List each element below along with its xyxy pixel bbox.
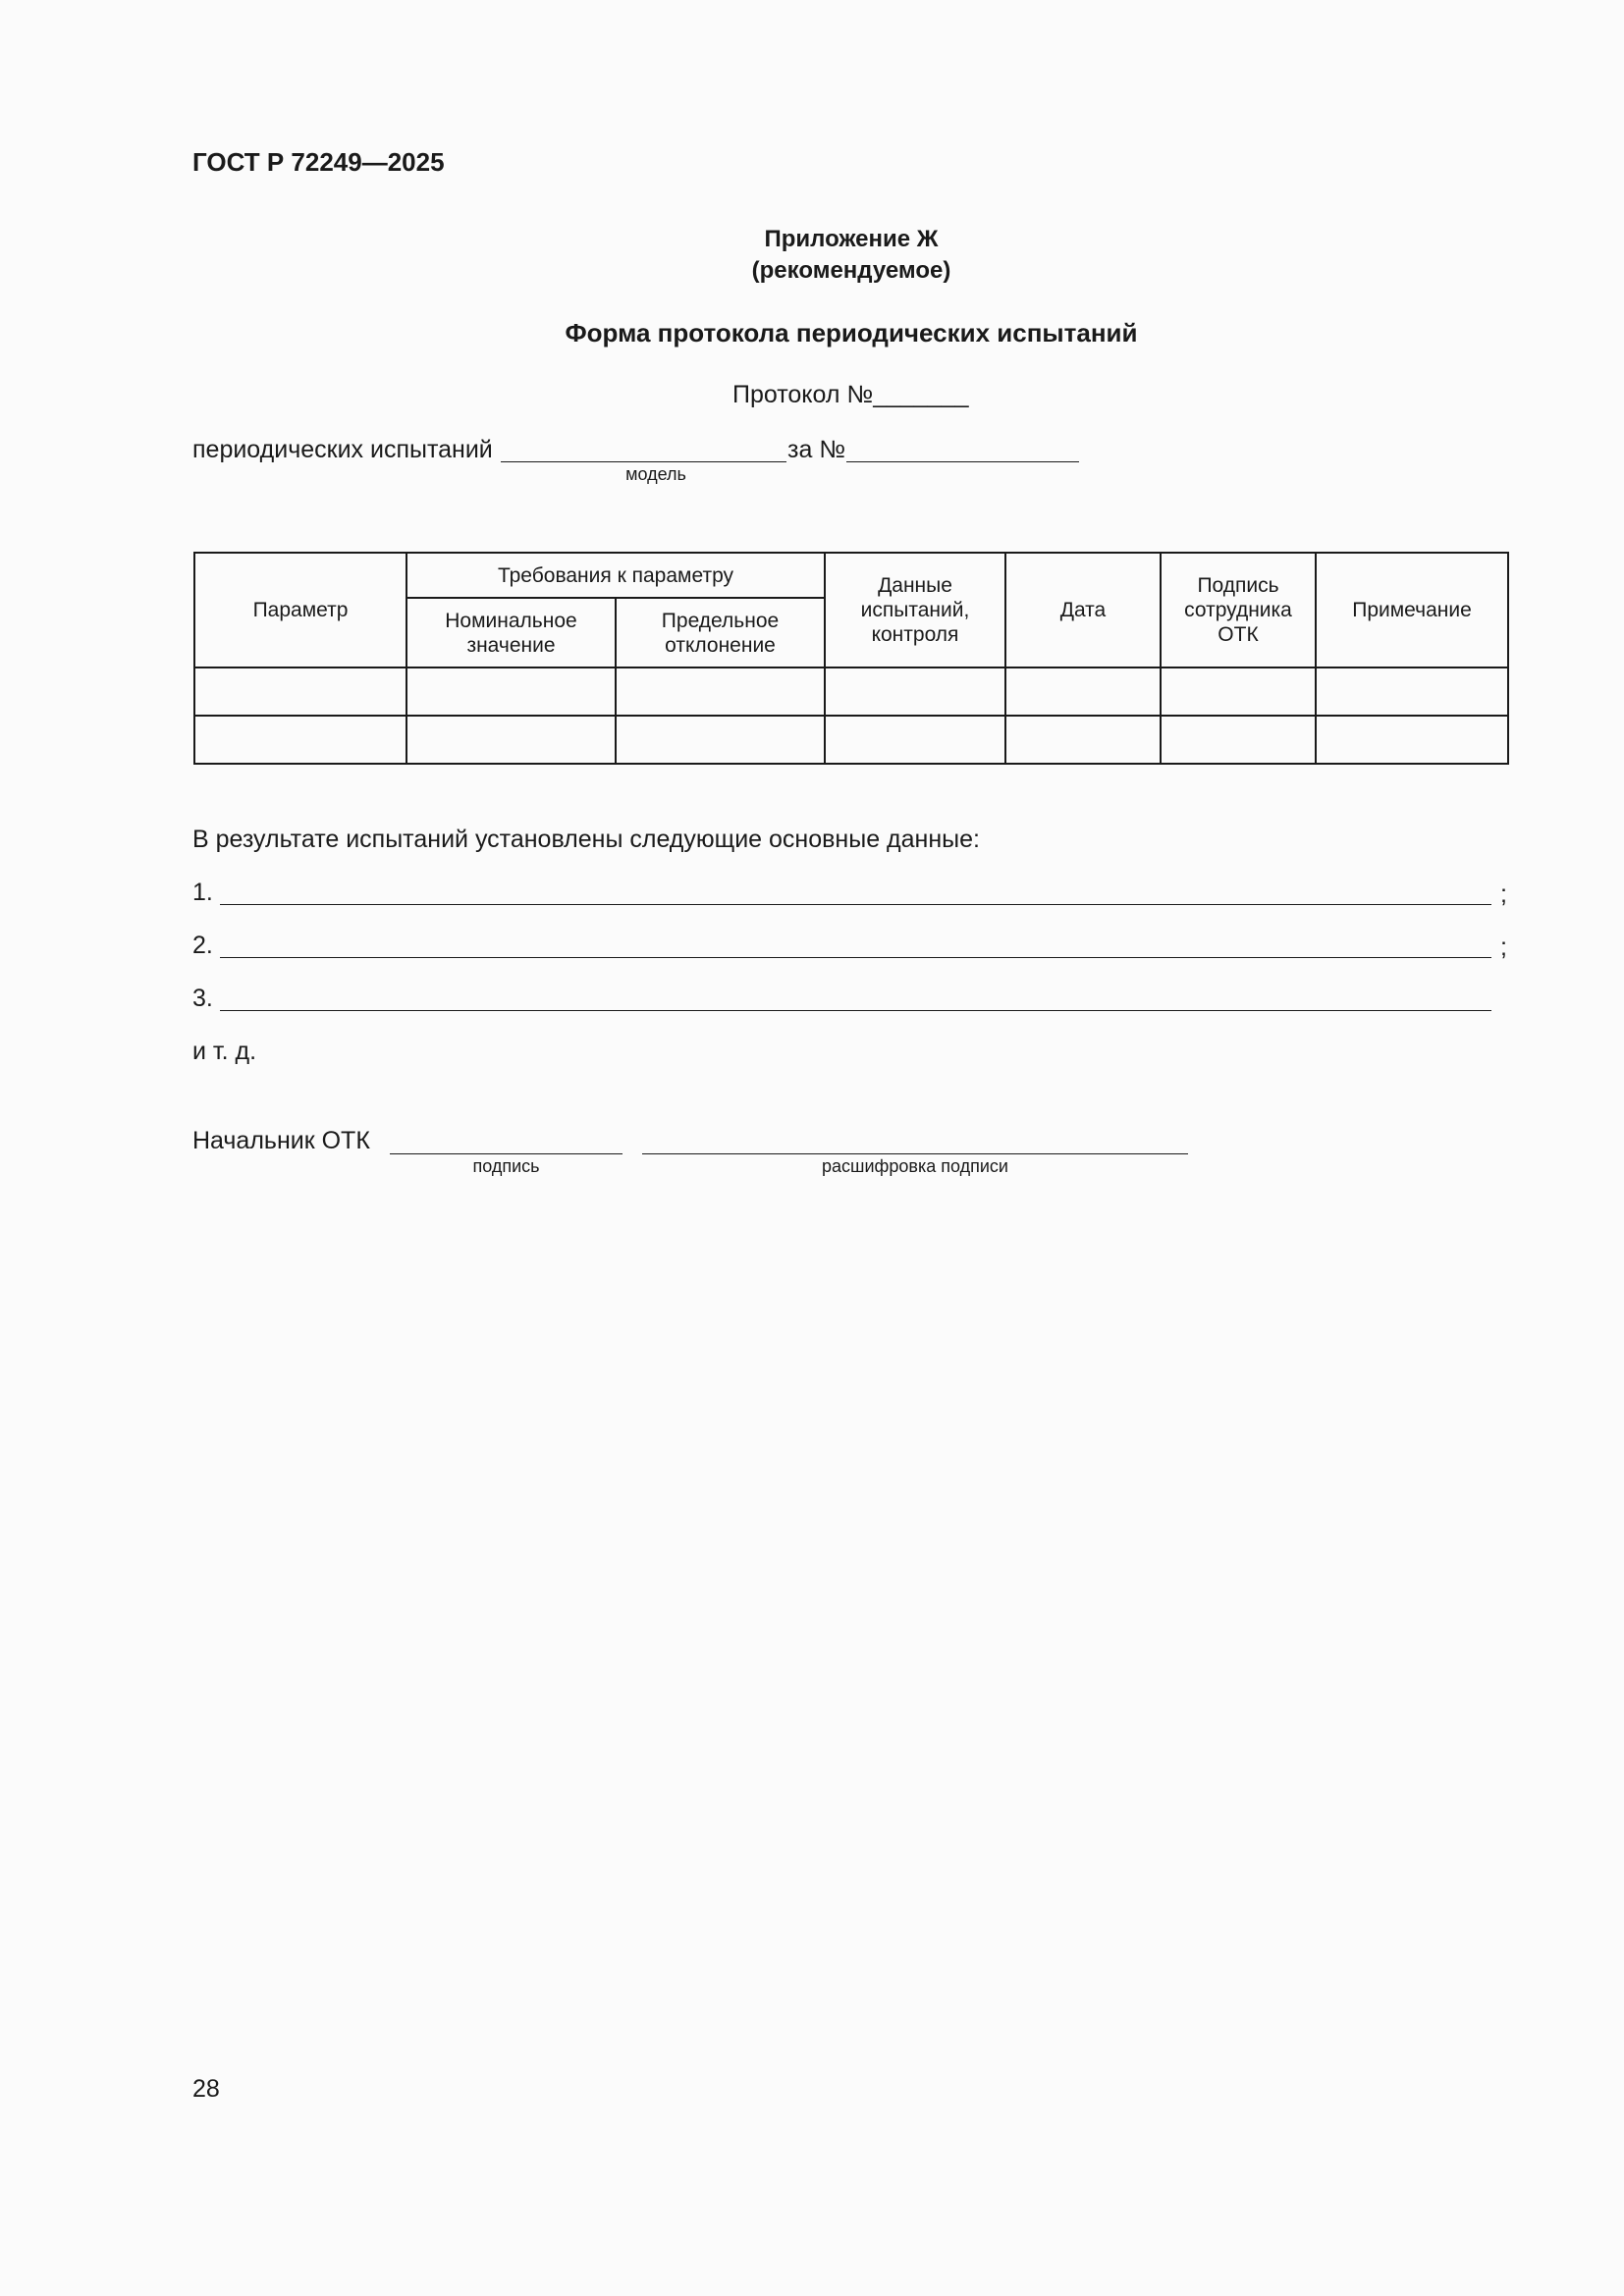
table-cell <box>1005 716 1161 764</box>
model-blank-line <box>501 461 786 462</box>
results-intro: В результате испытаний установлены следующие основные данные: <box>192 826 980 853</box>
result-item-line <box>220 904 1491 905</box>
result-item-line <box>220 1010 1491 1011</box>
header-test-data: Данные испытаний, контроля <box>825 553 1005 667</box>
table-row <box>194 716 1508 764</box>
header-signature: Подпись сотрудника ОТК <box>1161 553 1316 667</box>
header-note: Примечание <box>1316 553 1508 667</box>
result-item-end: ; <box>1500 881 1507 908</box>
protocol-number-line: Протокол №_______ <box>732 381 969 408</box>
table-cell <box>194 716 406 764</box>
header-date: Дата <box>1005 553 1161 667</box>
form-title: Форма протокола периодических испытаний <box>565 318 1138 347</box>
table-row <box>194 667 1508 716</box>
table-cell <box>1161 716 1316 764</box>
number-blank-line <box>846 461 1079 462</box>
standard-designation: ГОСТ Р 72249—2025 <box>192 147 445 177</box>
page-number: 28 <box>192 2075 220 2103</box>
protocol-table <box>193 552 1509 765</box>
signature-blank-line <box>390 1153 623 1154</box>
table-cell <box>616 716 825 764</box>
result-item-number: 3. <box>192 985 213 1012</box>
header-requirements: Требования к параметру <box>406 553 825 598</box>
table-cell <box>1005 667 1161 716</box>
table-cell <box>1316 667 1508 716</box>
results-etc: и т. д. <box>192 1038 257 1065</box>
periodic-line-middle: за № <box>787 436 846 463</box>
signature-caption: подпись <box>472 1156 540 1176</box>
table-cell <box>194 667 406 716</box>
decoding-caption: расшифровка подписи <box>822 1156 1008 1176</box>
table-cell <box>616 667 825 716</box>
header-parameter: Параметр <box>194 553 406 667</box>
table-cell <box>825 667 1005 716</box>
header-nominal: Номинальное значение <box>406 598 616 667</box>
table-cell <box>825 716 1005 764</box>
header-tolerance: Предельное отклонение <box>616 598 825 667</box>
table-cell <box>1161 667 1316 716</box>
decoding-blank-line <box>642 1153 1188 1154</box>
periodic-line-prefix: периодических испытаний <box>192 436 493 463</box>
appendix-title: Приложение Ж <box>764 226 939 252</box>
result-item-number: 1. <box>192 879 213 906</box>
result-item-end: ; <box>1500 934 1507 961</box>
model-caption: модель <box>625 464 686 484</box>
signoff-label: Начальник ОТК <box>192 1127 370 1154</box>
table-cell <box>406 667 616 716</box>
result-item-line <box>220 957 1491 958</box>
table-cell <box>406 716 616 764</box>
result-item-number: 2. <box>192 932 213 959</box>
appendix-status: (рекомендуемое) <box>751 257 951 284</box>
table-cell <box>1316 716 1508 764</box>
